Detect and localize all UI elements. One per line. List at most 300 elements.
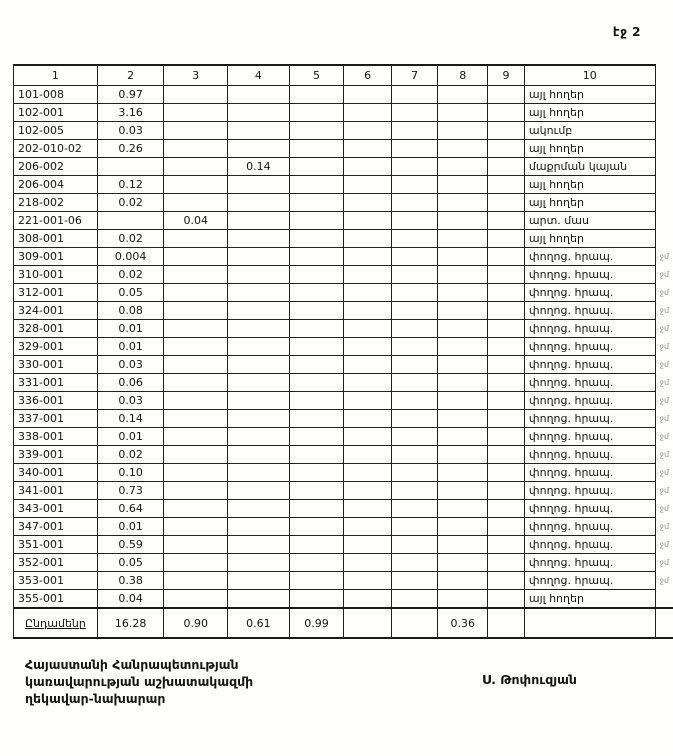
table-row <box>14 554 673 572</box>
value-cell <box>488 212 525 230</box>
value-cell <box>228 140 290 158</box>
parcel-code-cell: 331-001 <box>14 374 98 392</box>
value-cell: 0.59 <box>97 536 164 554</box>
value-cell: 0.03 <box>97 122 164 140</box>
value-cell <box>344 410 392 428</box>
value-cell <box>344 230 392 248</box>
value-cell <box>164 590 228 609</box>
table-row <box>14 590 673 609</box>
land-use-cell: փողոց. հրապ. <box>524 248 655 266</box>
land-use-cell: այլ հողեր <box>524 194 655 212</box>
land-use-cell: փողոց. հրապ. <box>524 302 655 320</box>
margin-mark: ջմ <box>659 342 670 351</box>
value-cell <box>391 590 438 609</box>
value-cell <box>488 230 525 248</box>
column-header-3: 3 <box>164 65 228 86</box>
table-row <box>14 248 673 266</box>
value-cell <box>488 590 525 609</box>
margin-mark <box>655 212 673 230</box>
table-row <box>14 500 673 518</box>
parcel-code-cell: 308-001 <box>14 230 98 248</box>
value-cell <box>438 158 488 176</box>
value-cell <box>391 248 438 266</box>
land-use-cell: այլ հողեր <box>524 86 655 104</box>
value-cell <box>228 194 290 212</box>
value-cell <box>289 536 344 554</box>
value-cell <box>228 464 290 482</box>
parcel-code-cell: 330-001 <box>14 356 98 374</box>
table-row <box>14 410 673 428</box>
value-cell <box>164 338 228 356</box>
value-cell <box>164 266 228 284</box>
value-cell: 0.26 <box>97 140 164 158</box>
value-cell <box>488 410 525 428</box>
margin-mark: ջմ <box>659 540 670 549</box>
column-header-4: 4 <box>228 65 290 86</box>
table-row <box>14 158 673 176</box>
value-cell <box>391 392 438 410</box>
value-cell <box>164 284 228 302</box>
value-cell <box>164 446 228 464</box>
value-cell <box>228 410 290 428</box>
value-cell <box>344 194 392 212</box>
value-cell <box>289 374 344 392</box>
value-cell <box>344 338 392 356</box>
issuer-line: կառավարության աշխատակազմի <box>25 674 254 689</box>
value-cell <box>228 176 290 194</box>
table-body <box>14 86 673 639</box>
value-cell <box>488 122 525 140</box>
value-cell <box>97 212 164 230</box>
value-cell: 0.01 <box>97 320 164 338</box>
value-cell <box>344 554 392 572</box>
margin-mark: ջմ <box>659 252 670 261</box>
value-cell <box>488 356 525 374</box>
value-cell <box>438 176 488 194</box>
value-cell: 0.38 <box>97 572 164 590</box>
value-cell <box>344 158 392 176</box>
value-cell <box>164 428 228 446</box>
land-use-cell: փողոց. հրապ. <box>524 554 655 572</box>
table-row <box>14 212 673 230</box>
value-cell <box>228 446 290 464</box>
table-row <box>14 356 673 374</box>
value-cell <box>391 194 438 212</box>
total-label-cell: Ընդամենը <box>14 608 98 638</box>
land-use-cell: փողոց. հրապ. <box>524 446 655 464</box>
land-use-cell: փողոց. հրապ. <box>524 500 655 518</box>
value-cell <box>228 338 290 356</box>
value-cell <box>488 176 525 194</box>
value-cell <box>228 284 290 302</box>
total-value-cell: 0.61 <box>228 608 290 638</box>
value-cell <box>391 410 438 428</box>
value-cell <box>391 302 438 320</box>
value-cell <box>438 410 488 428</box>
margin-mark: ջմ <box>659 486 670 495</box>
margin-mark: ջմ <box>659 504 670 513</box>
total-value-cell <box>391 608 438 638</box>
value-cell <box>289 572 344 590</box>
value-cell <box>344 302 392 320</box>
value-cell <box>344 356 392 374</box>
value-cell: 0.01 <box>97 338 164 356</box>
land-use-cell: փողոց. հրապ. <box>524 572 655 590</box>
total-value-cell <box>344 608 392 638</box>
value-cell <box>164 158 228 176</box>
land-use-cell: փողոց. հրապ. <box>524 410 655 428</box>
parcel-code-cell: 310-001 <box>14 266 98 284</box>
table-row <box>14 392 673 410</box>
value-cell <box>344 590 392 609</box>
value-cell: 0.004 <box>97 248 164 266</box>
parcel-code-cell: 324-001 <box>14 302 98 320</box>
value-cell <box>344 140 392 158</box>
value-cell <box>438 590 488 609</box>
value-cell <box>438 482 488 500</box>
value-cell <box>438 446 488 464</box>
value-cell <box>391 356 438 374</box>
value-cell <box>289 158 344 176</box>
value-cell <box>488 284 525 302</box>
value-cell: 0.01 <box>97 518 164 536</box>
value-cell <box>164 194 228 212</box>
table-row <box>14 176 673 194</box>
value-cell <box>228 320 290 338</box>
value-cell <box>391 464 438 482</box>
value-cell <box>164 356 228 374</box>
land-use-cell: փողոց. հրապ. <box>524 482 655 500</box>
parcel-code-cell: 352-001 <box>14 554 98 572</box>
value-cell <box>391 284 438 302</box>
value-cell <box>438 536 488 554</box>
value-cell: 0.10 <box>97 464 164 482</box>
parcel-code-cell: 221-001-06 <box>14 212 98 230</box>
column-header-8: 8 <box>438 65 488 86</box>
parcel-code-cell: 343-001 <box>14 500 98 518</box>
value-cell <box>289 428 344 446</box>
value-cell <box>228 122 290 140</box>
column-header-1: 1 <box>14 65 98 86</box>
value-cell <box>228 482 290 500</box>
land-use-cell: այլ հողեր <box>524 590 655 609</box>
value-cell <box>488 86 525 104</box>
value-cell <box>289 518 344 536</box>
value-cell <box>289 320 344 338</box>
value-cell <box>289 230 344 248</box>
value-cell: 0.05 <box>97 554 164 572</box>
value-cell <box>488 374 525 392</box>
total-row <box>14 608 673 638</box>
land-use-cell: փողոց. հրապ. <box>524 392 655 410</box>
column-header-10: 10 <box>524 65 655 86</box>
value-cell <box>488 266 525 284</box>
value-cell: 0.04 <box>97 590 164 609</box>
value-cell: 0.05 <box>97 284 164 302</box>
land-use-cell: փողոց. հրապ. <box>524 464 655 482</box>
margin-mark <box>655 194 673 212</box>
parcel-code-cell: 102-005 <box>14 122 98 140</box>
margin-mark: ջմ <box>659 450 670 459</box>
value-cell <box>438 428 488 446</box>
value-cell <box>164 248 228 266</box>
value-cell <box>344 392 392 410</box>
value-cell <box>344 374 392 392</box>
value-cell <box>289 122 344 140</box>
value-cell: 3.16 <box>97 104 164 122</box>
margin-mark <box>655 176 673 194</box>
table-row <box>14 122 673 140</box>
value-cell <box>228 248 290 266</box>
land-use-cell: այլ հողեր <box>524 230 655 248</box>
value-cell <box>164 554 228 572</box>
value-cell <box>228 104 290 122</box>
land-use-cell: մաքրման կայան <box>524 158 655 176</box>
value-cell <box>228 374 290 392</box>
issuer-title-block <box>25 656 253 707</box>
margin-mark: ջմ <box>659 324 670 333</box>
value-cell <box>391 212 438 230</box>
land-use-cell: փողոց. հրապ. <box>524 284 655 302</box>
land-use-cell: փողոց. հրապ. <box>524 536 655 554</box>
table-row <box>14 284 673 302</box>
value-cell <box>164 230 228 248</box>
value-cell <box>344 212 392 230</box>
value-cell <box>344 320 392 338</box>
value-cell <box>164 122 228 140</box>
value-cell <box>438 284 488 302</box>
value-cell <box>228 230 290 248</box>
value-cell <box>391 320 438 338</box>
value-cell <box>289 446 344 464</box>
value-cell <box>391 536 438 554</box>
margin-mark: ջմ <box>659 414 670 423</box>
value-cell <box>488 194 525 212</box>
table-row <box>14 446 673 464</box>
parcel-code-cell: 341-001 <box>14 482 98 500</box>
value-cell <box>344 176 392 194</box>
value-cell: 0.14 <box>228 158 290 176</box>
value-cell <box>488 500 525 518</box>
value-cell: 0.14 <box>97 410 164 428</box>
value-cell <box>488 248 525 266</box>
value-cell <box>289 176 344 194</box>
value-cell <box>289 482 344 500</box>
value-cell <box>228 392 290 410</box>
signature-name: Ս. Թոփուզյան <box>482 672 577 687</box>
total-value-cell: 0.90 <box>164 608 228 638</box>
column-header-7: 7 <box>391 65 438 86</box>
value-cell <box>438 338 488 356</box>
value-cell <box>97 158 164 176</box>
table-header-row <box>14 65 673 86</box>
value-cell <box>488 572 525 590</box>
margin-mark: ջմ <box>659 378 670 387</box>
value-cell <box>391 428 438 446</box>
margin-mark <box>655 86 673 104</box>
value-cell <box>289 554 344 572</box>
value-cell <box>228 518 290 536</box>
parcel-code-cell: 218-002 <box>14 194 98 212</box>
column-header-5: 5 <box>289 65 344 86</box>
value-cell <box>438 104 488 122</box>
total-value-cell <box>488 608 525 638</box>
value-cell <box>228 590 290 609</box>
value-cell <box>289 194 344 212</box>
value-cell <box>488 140 525 158</box>
value-cell <box>289 212 344 230</box>
parcel-code-cell: 338-001 <box>14 428 98 446</box>
value-cell <box>228 212 290 230</box>
margin-spacer <box>655 65 673 86</box>
land-parcels-table <box>13 64 673 639</box>
margin-mark: ջմ <box>659 432 670 441</box>
parcel-code-cell: 355-001 <box>14 590 98 609</box>
column-header-2: 2 <box>97 65 164 86</box>
value-cell <box>438 554 488 572</box>
margin-mark: ջմ <box>659 270 670 279</box>
value-cell <box>228 554 290 572</box>
value-cell <box>344 86 392 104</box>
value-cell <box>164 500 228 518</box>
value-cell <box>228 536 290 554</box>
land-use-cell: այլ հողեր <box>524 104 655 122</box>
value-cell <box>391 482 438 500</box>
value-cell <box>438 86 488 104</box>
value-cell: 0.01 <box>97 428 164 446</box>
value-cell <box>488 392 525 410</box>
value-cell <box>488 554 525 572</box>
margin-mark: ջմ <box>659 558 670 567</box>
land-use-cell: փողոց. հրապ. <box>524 374 655 392</box>
value-cell <box>289 500 344 518</box>
value-cell: 0.64 <box>97 500 164 518</box>
value-cell: 0.02 <box>97 230 164 248</box>
value-cell <box>438 230 488 248</box>
value-cell <box>289 302 344 320</box>
value-cell <box>344 284 392 302</box>
value-cell <box>488 104 525 122</box>
margin-mark <box>655 158 673 176</box>
value-cell: 0.03 <box>97 392 164 410</box>
value-cell <box>164 572 228 590</box>
value-cell <box>391 554 438 572</box>
value-cell <box>438 464 488 482</box>
margin-mark <box>655 104 673 122</box>
parcel-code-cell: 337-001 <box>14 410 98 428</box>
value-cell <box>488 536 525 554</box>
value-cell <box>289 464 344 482</box>
table-row <box>14 194 673 212</box>
value-cell <box>438 572 488 590</box>
value-cell <box>391 572 438 590</box>
value-cell <box>391 446 438 464</box>
table-row <box>14 266 673 284</box>
value-cell <box>228 86 290 104</box>
value-cell <box>164 140 228 158</box>
land-use-cell: փողոց. հրապ. <box>524 320 655 338</box>
value-cell: 0.97 <box>97 86 164 104</box>
value-cell <box>164 320 228 338</box>
value-cell <box>344 122 392 140</box>
total-value-cell: 0.99 <box>289 608 344 638</box>
table-row <box>14 572 673 590</box>
value-cell <box>228 356 290 374</box>
land-use-cell: այլ հողեր <box>524 140 655 158</box>
value-cell <box>289 140 344 158</box>
value-cell <box>164 518 228 536</box>
value-cell <box>344 500 392 518</box>
table-row <box>14 464 673 482</box>
value-cell <box>391 176 438 194</box>
value-cell <box>488 338 525 356</box>
value-cell <box>391 338 438 356</box>
value-cell <box>228 500 290 518</box>
value-cell <box>488 302 525 320</box>
total-value-cell: 16.28 <box>97 608 164 638</box>
value-cell <box>289 86 344 104</box>
value-cell <box>164 482 228 500</box>
value-cell <box>289 266 344 284</box>
value-cell <box>438 320 488 338</box>
margin-mark: ջմ <box>659 306 670 315</box>
value-cell <box>438 212 488 230</box>
parcel-code-cell: 329-001 <box>14 338 98 356</box>
table-row <box>14 86 673 104</box>
table-row <box>14 428 673 446</box>
table-row <box>14 302 673 320</box>
table-row <box>14 230 673 248</box>
parcel-code-cell: 351-001 <box>14 536 98 554</box>
table-row <box>14 518 673 536</box>
land-use-cell: փողոց. հրապ. <box>524 356 655 374</box>
margin-mark <box>655 122 673 140</box>
parcel-code-cell: 353-001 <box>14 572 98 590</box>
value-cell <box>164 86 228 104</box>
land-use-cell: փողոց. հրապ. <box>524 518 655 536</box>
value-cell <box>488 464 525 482</box>
margin-mark: ջմ <box>659 576 670 585</box>
value-cell <box>438 248 488 266</box>
value-cell <box>438 374 488 392</box>
value-cell <box>344 464 392 482</box>
value-cell <box>488 446 525 464</box>
value-cell <box>228 302 290 320</box>
value-cell <box>344 266 392 284</box>
value-cell <box>488 518 525 536</box>
parcel-code-cell: 102-001 <box>14 104 98 122</box>
value-cell <box>344 536 392 554</box>
land-use-cell: այլ հողեր <box>524 176 655 194</box>
value-cell <box>488 428 525 446</box>
value-cell <box>344 248 392 266</box>
value-cell <box>164 536 228 554</box>
table-row <box>14 320 673 338</box>
value-cell <box>488 320 525 338</box>
parcel-code-cell: 347-001 <box>14 518 98 536</box>
issuer-line: Հայաստանի Հանրապետության <box>25 657 239 672</box>
value-cell <box>488 482 525 500</box>
margin-mark: ջմ <box>659 522 670 531</box>
parcel-code-cell: 202-010-02 <box>14 140 98 158</box>
value-cell <box>344 428 392 446</box>
value-cell <box>289 248 344 266</box>
table-row <box>14 104 673 122</box>
table-row <box>14 338 673 356</box>
value-cell <box>391 140 438 158</box>
value-cell <box>391 374 438 392</box>
margin-mark: ջմ <box>659 288 670 297</box>
